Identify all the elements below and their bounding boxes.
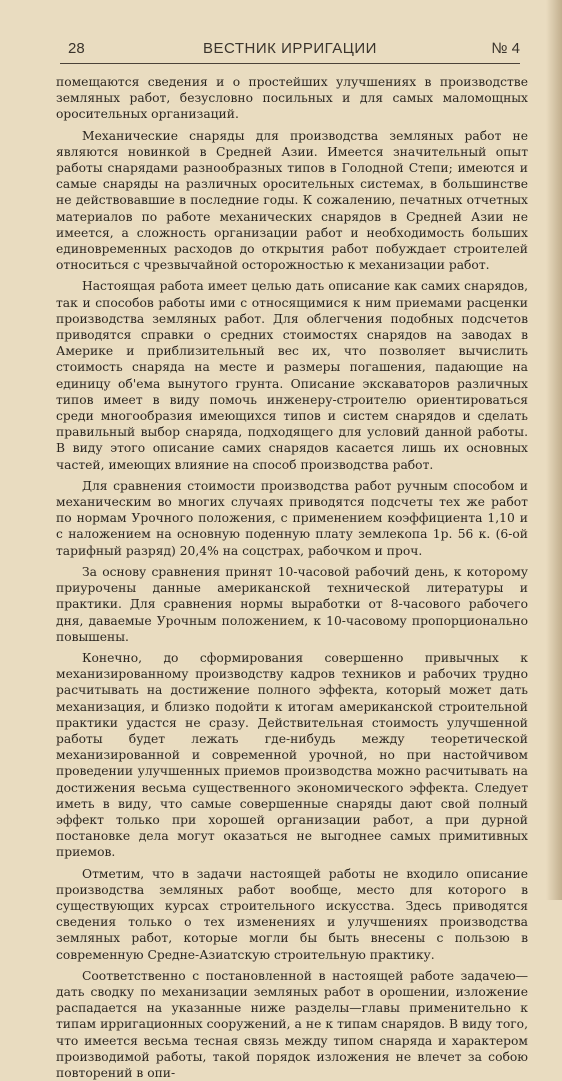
paragraph: Механические снаряды для производства земляных работ не являются новинкой в Средней Азии. Имеется значительный опыт работы снарядами разнообразных типов в Голодной Степи; имеются и самые снаряды на различных оросительных системах, в большинстве не действовавшие в последние годы. К сожалению, печатных отчетных материалов по работе механических снарядов в Средней Азии не имеется, а сложность организации работ и необходимость больших единовременных расходов до открытия работ побуждает строителей относиться с чрезвычайной осторожностью к механизации работ. xyxy=(56,128,528,273)
header-rule xyxy=(60,63,520,64)
paragraph: Отметим, что в задачи настоящей работы не входило описание производства земляных работ вообще, место для которого в существующих курсах строительного искусства. Здесь приводятся сведения только о тех изменениях и улучшениях производства земляных работ, которые могли бы быть внесены с пользою в современную Средне-Азиатскую строительную практику. xyxy=(56,866,528,962)
journal-title: ВЕСТНИК ИРРИГАЦИИ xyxy=(203,40,377,57)
paragraph: Соответственно с постановленной в настоящей работе задачею—дать сводку по механизации земляных работ в орошении, изложение распадается на указанные ниже разделы—главы применительно к типам ирригационных сооружений, а не к типам снарядов. В виду того, что имеется весьма тесная связь между типом снаряда и характером производимой работы, такой порядок изложения не влечет за собою повторений в опи- xyxy=(56,968,528,1080)
issue-number: № 4 xyxy=(491,40,520,57)
running-header xyxy=(60,40,520,62)
paragraph: Для сравнения стоимости производства работ ручным способом и механическим во многих случаях приводятся подсчеты тех же работ по нормам Урочного положения, с применением коэффициента 1,10 и с наложением на основную поденную плату землекопа 1р. 56 к. (6-ой тарифный разряд) 20,4% на соцстрах, рабочком и проч. xyxy=(56,478,528,558)
paragraph: За основу сравнения принят 10-часовой рабочий день, к которому приурочены данные американской технической литературы и практики. Для сравнения нормы выработки от 8-часового рабочего дня, даваемые Урочным положением, к 10-часовому пропорционально повышены. xyxy=(56,564,528,644)
page-edge-shadow xyxy=(546,0,562,900)
page-number: 28 xyxy=(68,40,85,57)
article-body xyxy=(56,74,528,1081)
paragraph: Настоящая работа имеет целью дать описание как самих снарядов, так и способов работы ими с относящимися к ним приемами расценки производства земляных работ. Для облегчения подобных подсчетов приводятся справки о средних стоимостях снарядов на заводах в Америке и приблизительный вес их, что позволяет вычислить стоимость снаряда на месте и размеры погашения, падающие на единицу об'ема вынутого грунта. Описание экскаваторов различных типов имеет в виду помочь инженеру-строителю ориентироваться среди многообразия имеющихся типов и систем снарядов и сделать правильный выбор снаряда, подходящего для условий данной работы. В виду этого описание самих снарядов касается лишь их основных частей, имеющих влияние на способ производства работ. xyxy=(56,279,528,472)
paragraph-continued: помещаются сведения и о простейших улучшениях в производстве земляных работ, безусловно посильных и для самых маломощных оросительных организаций. xyxy=(56,75,528,122)
paragraph: Конечно, до сформирования совершенно привычных к механизированному производству кадров техников и рабочих трудно расчитывать на достижение полного эффекта, который может дать механизация, и близко подойти к итогам американской строительной практики удастся не сразу. Действительная стоимость улучшенной работы будет лежать где-нибудь между теоретической механизированной и современной урочной, но при настойчивом проведении улучшенных приемов производства можно расчитывать на достижения весьма существенного экономического эффекта. Следует иметь в виду, что самые совершенные снаряды дают свой полный эффект только при хорошей организации работ, а при дурной постановке дела могут оказаться не выгоднее самых примитивных приемов. xyxy=(56,650,528,860)
